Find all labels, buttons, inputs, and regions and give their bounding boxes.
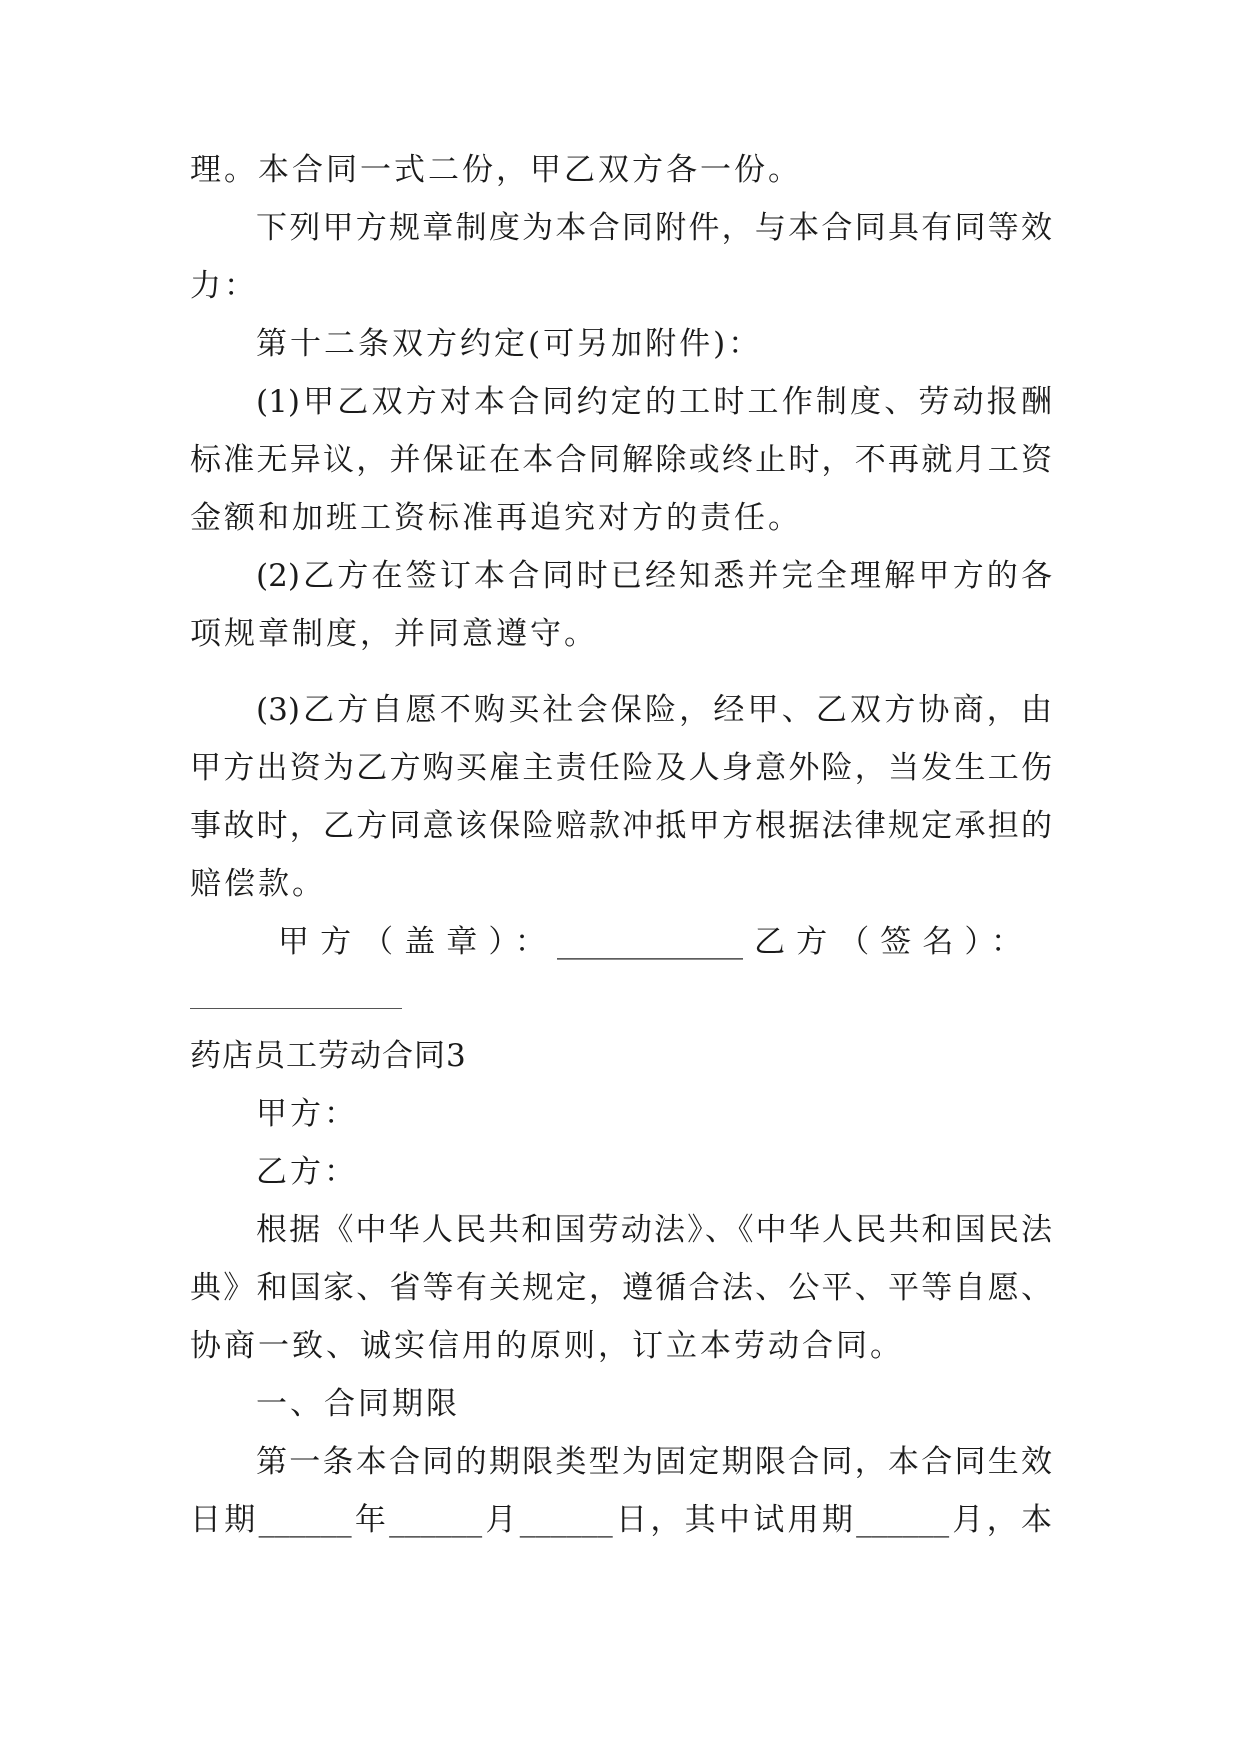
text-line: (2)乙方在签订本合同时已经知悉并完全理解甲方的各 xyxy=(256,558,1052,594)
text-line: 项规章制度，并同意遵守。 xyxy=(190,616,598,652)
signature-blank xyxy=(190,1008,402,1009)
contract-title: 药店员工劳动合同3 xyxy=(190,1038,467,1074)
text-line: 理。本合同一式二份，甲乙双方各一份。 xyxy=(190,152,802,188)
text-line: 赔偿款。 xyxy=(190,866,326,902)
text-line: 日期______年______月______日，其中试用期______月，本 xyxy=(190,1502,1052,1538)
party-a-label: 甲方： xyxy=(256,1096,358,1132)
text-line: 典》和国家、省等有关规定，遵循合法、公平、平等自愿、 xyxy=(190,1270,1052,1306)
text-line: 第一条本合同的期限类型为固定期限合同，本合同生效 xyxy=(256,1444,1052,1480)
signature-line: 甲方（盖章）：____________乙方（签名）： xyxy=(278,924,1022,960)
text-line: 力： xyxy=(190,268,258,304)
section-heading: 一、合同期限 xyxy=(256,1386,460,1422)
text-line: 甲方出资为乙方购买雇主责任险及人身意外险，当发生工伤 xyxy=(190,750,1052,786)
text-line: 事故时，乙方同意该保险赔款冲抵甲方根据法律规定承担的 xyxy=(190,808,1052,844)
article-heading: 第十二条双方约定(可另加附件)： xyxy=(256,326,763,362)
text-line: 协商一致、诚实信用的原则，订立本劳动合同。 xyxy=(190,1328,904,1364)
text-line: 标准无异议，并保证在本合同解除或终止时，不再就月工资 xyxy=(190,442,1052,478)
text-line: (3)乙方自愿不购买社会保险，经甲、乙双方协商，由 xyxy=(256,692,1052,728)
party-b-label: 乙方： xyxy=(256,1154,358,1190)
text-line: 金额和加班工资标准再追究对方的责任。 xyxy=(190,500,802,536)
text-line: (1)甲乙双方对本合同约定的工时工作制度、劳动报酬 xyxy=(256,384,1052,420)
text-line: 下列甲方规章制度为本合同附件，与本合同具有同等效 xyxy=(256,210,1052,246)
text-line: 根据《中华人民共和国劳动法》、《中华人民共和国民法 xyxy=(256,1212,1052,1248)
